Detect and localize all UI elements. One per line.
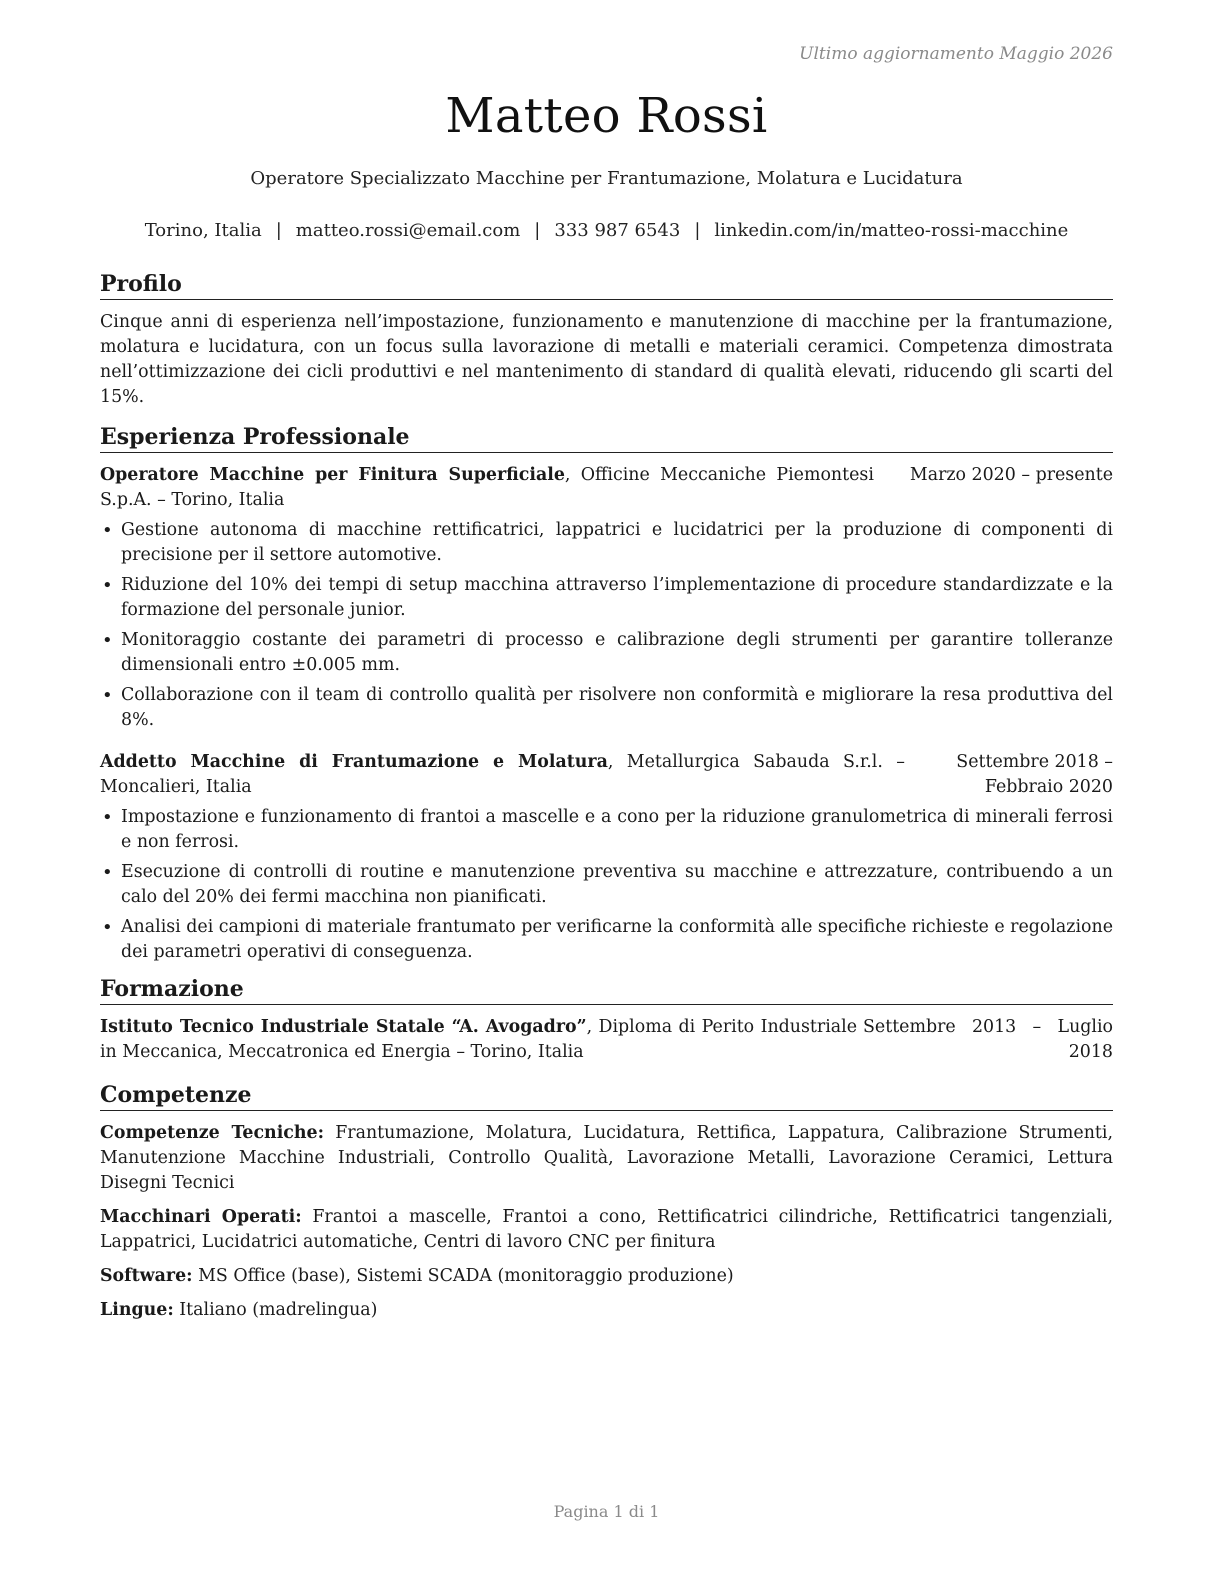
job-role: Operatore Macchine per Finitura Superficiale (100, 465, 565, 485)
job-bullet: • Esecuzione di controlli di routine e manutenzione preventiva su macchine e attrezzature, contribuendo a un calo del 20% dei fermi macchina non pianificati. (100, 860, 1113, 910)
contact-separator: | (534, 220, 541, 241)
skill-group (100, 1264, 1113, 1289)
skill-label: Macchinari Operati: (100, 1207, 302, 1227)
skill-label: Competenze Tecniche: (100, 1123, 325, 1143)
profile-summary: Cinque anni di esperienza nell’impostazione, funzionamento e manutenzione di macchine per la frantumazione, molatura e lucidatura, con un focus sulla lavorazione di metalli e materiali ceramici. Competenza dimostrata nell’ottimizzazione dei cicli produttivi e nel mantenimento di standard di qualità elevati, riducendo gli scarti del 15%. (100, 312, 1113, 407)
job-entry (100, 750, 1113, 965)
job-header (100, 750, 1113, 800)
section-title-experience: Esperienza Professionale (100, 423, 1113, 453)
contact-phone[interactable]: 333 987 6543 (554, 220, 681, 241)
skill-value: Italiano (madrelingua) (173, 1300, 378, 1320)
job-bullet: • Analisi dei campioni di materiale frantumato per verificarne la conformità alle specifiche richieste e regolazione dei parametri operativi di conseguenza. (100, 915, 1113, 965)
job-bullet: • Gestione autonoma di macchine rettificatrici, lappatrici e lucidatrici per la produzione di componenti di precisione per il settore automotive. (100, 518, 1113, 568)
job-company: , Metallurgica Sabauda S.r.l. – Moncalieri, Italia (100, 752, 905, 797)
skill-value: MS Office (base), Sistemi SCADA (monitoraggio produzione) (192, 1266, 734, 1286)
job-title-line (100, 750, 905, 800)
job-dates: Settembre 2018 – Febbraio 2020 (956, 752, 1113, 797)
contact-linkedin[interactable]: linkedin.com/in/matteo-rossi-macchine (714, 220, 1069, 241)
section-title-skills: Competenze (100, 1081, 1113, 1111)
job-title-line (100, 463, 874, 513)
job-role: Addetto Macchine di Frantumazione e Molatura (100, 752, 608, 772)
contact-location: Torino, Italia (144, 220, 262, 241)
resume-content (100, 270, 1113, 1332)
skill-group (100, 1121, 1113, 1196)
skill-value: Frantumazione, Molatura, Lucidatura, Rettifica, Lappatura, Calibrazione Strumenti, Manutenzione Macchine Industriali, Controllo Qualità, Lavorazione Metalli, Lavorazione Ceramici, Lettura Disegni Tecnici (100, 1123, 1113, 1193)
page-number: Pagina 1 di 1 (553, 1502, 660, 1521)
resume-page (100, 0, 1113, 1584)
job-entry (100, 463, 1113, 733)
skill-value: Frantoi a mascelle, Frantoi a cono, Rettificatrici cilindriche, Rettificatrici tangenziali, Lappatrici, Lucidatrici automatiche, Centri di lavoro CNC per finitura (100, 1207, 1113, 1252)
job-bullet: • Impostazione e funzionamento di frantoi a mascelle e a cono per la riduzione granulometrica di minerali ferrosi e non ferrosi. (100, 805, 1113, 855)
contact-line (100, 220, 1113, 241)
job-dates: Marzo 2020 – presente (909, 465, 1113, 485)
education-dates: Settembre 2013 – Luglio 2018 (863, 1017, 1113, 1062)
job-bullets (100, 518, 1113, 733)
education-entry (100, 1015, 1113, 1065)
job-header (100, 463, 1113, 513)
education-detail: , Diploma di Perito Industriale in Meccanica, Meccatronica ed Energia – Torino, Italia (100, 1017, 857, 1062)
contact-separator: | (275, 220, 282, 241)
skill-group (100, 1298, 1113, 1323)
skill-group (100, 1205, 1113, 1255)
contact-email[interactable]: matteo.rossi@email.com (295, 220, 521, 241)
skill-label: Software: (100, 1266, 193, 1286)
education-school: Istituto Tecnico Industriale Statale “A. Avogadro” (100, 1017, 587, 1037)
section-title-education: Formazione (100, 975, 1113, 1005)
candidate-name: Matteo Rossi (445, 88, 768, 144)
education-line (100, 1015, 857, 1065)
job-bullets (100, 805, 1113, 965)
contact-separator: | (694, 220, 701, 241)
job-company: , Officine Meccaniche Piemontesi S.p.A. – Torino, Italia (100, 465, 874, 510)
section-title-profile: Profilo (100, 270, 1113, 300)
job-bullet: • Monitoraggio costante dei parametri di processo e calibrazione degli strumenti per garantire tolleranze dimensionali entro ±0.005 mm. (100, 628, 1113, 678)
skill-label: Lingue: (100, 1300, 174, 1320)
job-bullet: • Riduzione del 10% dei tempi di setup macchina attraverso l’implementazione di procedure standardizzate e la formazione del personale junior. (100, 573, 1113, 623)
last-updated: Ultimo aggiornamento Maggio 2026 (799, 44, 1113, 64)
job-bullet: • Collaborazione con il team di controllo qualità per risolvere non conformità e migliorare la resa produttiva del 8%. (100, 683, 1113, 733)
candidate-headline: Operatore Specializzato Macchine per Frantumazione, Molatura e Lucidatura (250, 168, 963, 189)
